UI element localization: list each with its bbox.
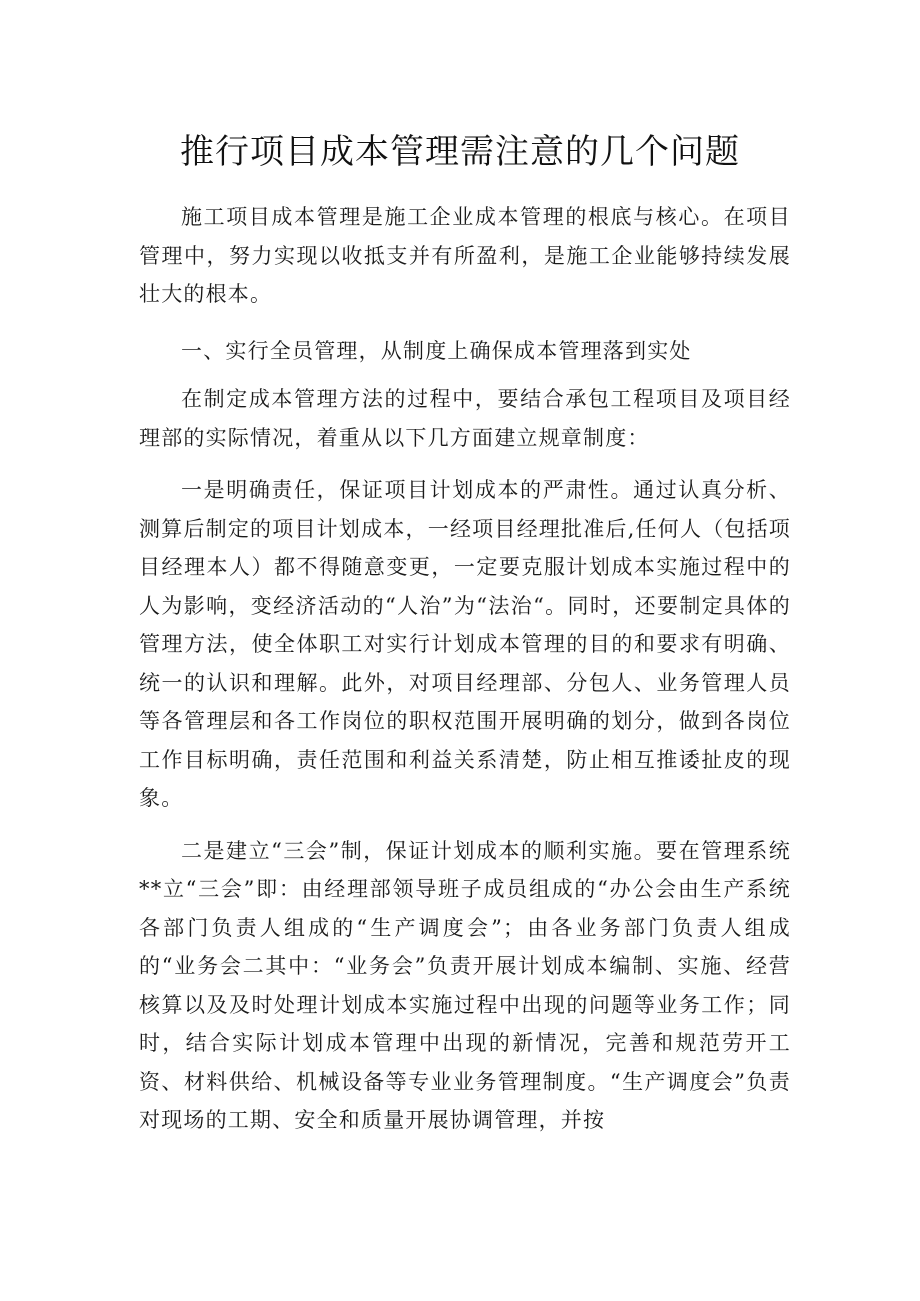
section-heading: 一、实行全员管理，从制度上确保成本管理落到实处 (181, 338, 692, 363)
point-one-paragraph: 一是明确责任，保证项目计划成本的严肃性。通过认真分析、测算后制定的项目计划成本，一经项目经理批准后,任何人（包括项目经理本人）都不得随意变更，一定要克服计划成本实施过程中的人为影响，变经济活动的“人治”为“法治“。同时，还要制定具体的管理方法，使全体职工对实行计划成本管理的目的和要求有明确、统一的认识和理解。此外，对项目经理部、分包人、业务管理人员等各管理层和各工作岗位的职权范围开展明确的划分，做到各岗位工作目标明确，责任范围和利益关系清楚，防止相互推诿扯皮的现象。 (139, 478, 791, 810)
intro-paragraph: 施工项目成本管理是施工企业成本管理的根底与核心。在项目管理中，努力实现以收抵支并有所盈利，是施工企业能够持续发展壮大的根本。 (139, 205, 791, 306)
document-title: 推行项目成本管理需注意的几个问题 (180, 132, 740, 172)
section-intro-paragraph: 在制定成本管理方法的过程中，要结合承包工程项目及项目经理部的实际情况，着重从以下几方面建立规章制度： (139, 387, 791, 450)
point-two-paragraph: 二是建立“三会”制，保证计划成本的顺利实施。要在管理系统**立“三会”即：由经理部领导班子成员组成的“办公会由生产系统各部门负责人组成的“生产调度会”；由各业务部门负责人组成的“业务会二其中：“业务会”负责开展计划成本编制、实施、经营核算以及及时处理计划成本实施过程中出现的问题等业务工作；同时，结合实际计划成本管理中出现的新情况，完善和规范劳开工资、材料供给、机械设备等专业业务管理制度。“生产调度会”负责对现场的工期、安全和质量开展协调管理，并按 (139, 838, 791, 1132)
document-body (139, 198, 791, 1140)
